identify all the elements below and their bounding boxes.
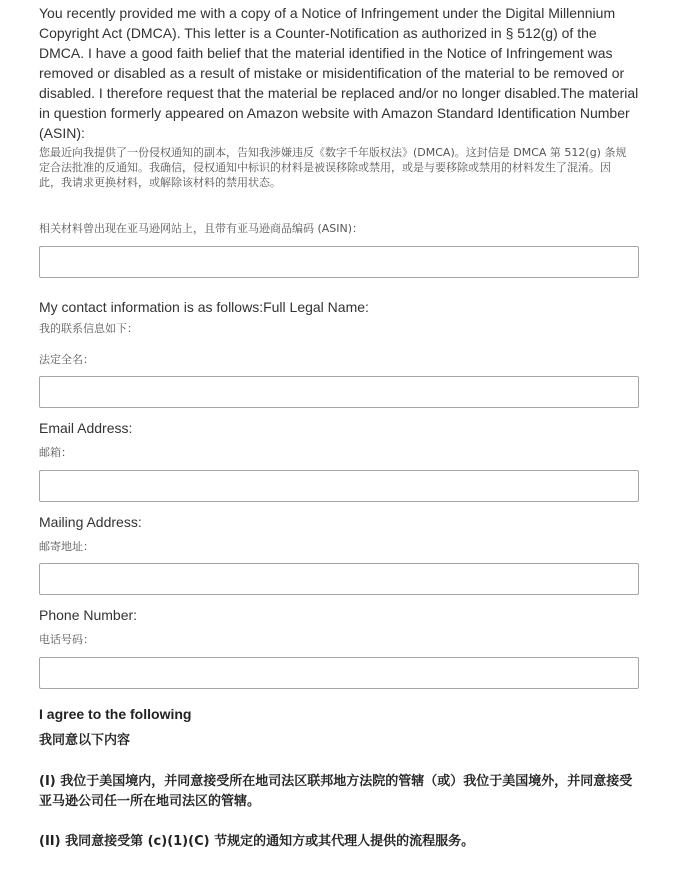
phone-input[interactable] xyxy=(39,657,639,689)
email-label-zh: 邮箱： xyxy=(39,446,72,459)
intro-english-text: You recently provided me with a copy of a Notice of Infringement under the Digital Millennium Copyright Act (DMCA). This letter is a Counter-Notification as authorized in § 512(g) of the DMCA. I have a good faith belief that the material identified in the Notice of Infringement was removed or disabled as a result of mistake or misidentification of the material to be removed or disabled. I therefore request that the material be replaced and/or no longer disabled.The material in question formerly appeared on Amazon website with Amazon Standard Identification Number (ASIN): xyxy=(39,5,639,141)
email-input[interactable] xyxy=(39,470,639,502)
email-label: Email Address: xyxy=(39,420,133,436)
asin-input[interactable] xyxy=(39,246,639,278)
agreement-item-2: (II) 我同意接受第 (c)(1)(C) 节规定的通知方或其代理人提供的流程服务。 xyxy=(39,834,475,849)
agreement-heading-zh: 我同意以下内容 xyxy=(39,733,131,748)
contact-heading: My contact information is as follows:Full Legal Name: xyxy=(39,299,369,315)
phone-label-zh: 电话号码： xyxy=(39,633,94,646)
mailing-address-label: Mailing Address: xyxy=(39,514,142,530)
full-name-input[interactable] xyxy=(39,376,639,408)
asin-label: 相关材料曾出现在亚马逊网站上，且带有亚马逊商品编码 (ASIN)： xyxy=(39,222,364,235)
agreement-item-1: (I) 我位于美国境内，并同意接受所在地司法区联邦地方法院的管辖（或）我位于美国境外，并同意接受亚马逊公司任一所在地司法区的管辖。 xyxy=(39,774,633,809)
intro-chinese-text: 您最近向我提供了一份侵权通知的副本，告知我涉嫌违反《数字千年版权法》(DMCA)。这封信是 DMCA 第 512(g) 条规定合法批准的反通知。我确信，侵权通知中标识的材料是被误移除或禁用，或是与要移除或禁用的材料发生了混淆。因此，我请求更换材料，或解除该材料的禁用状态。 xyxy=(39,146,627,189)
agreement-heading: I agree to the following xyxy=(39,706,192,722)
full-name-label: 法定全名： xyxy=(39,353,94,366)
contact-heading-zh: 我的联系信息如下： xyxy=(39,322,138,335)
mailing-address-label-zh: 邮寄地址： xyxy=(39,540,94,553)
phone-label: Phone Number: xyxy=(39,607,138,623)
mailing-address-input[interactable] xyxy=(39,563,639,595)
